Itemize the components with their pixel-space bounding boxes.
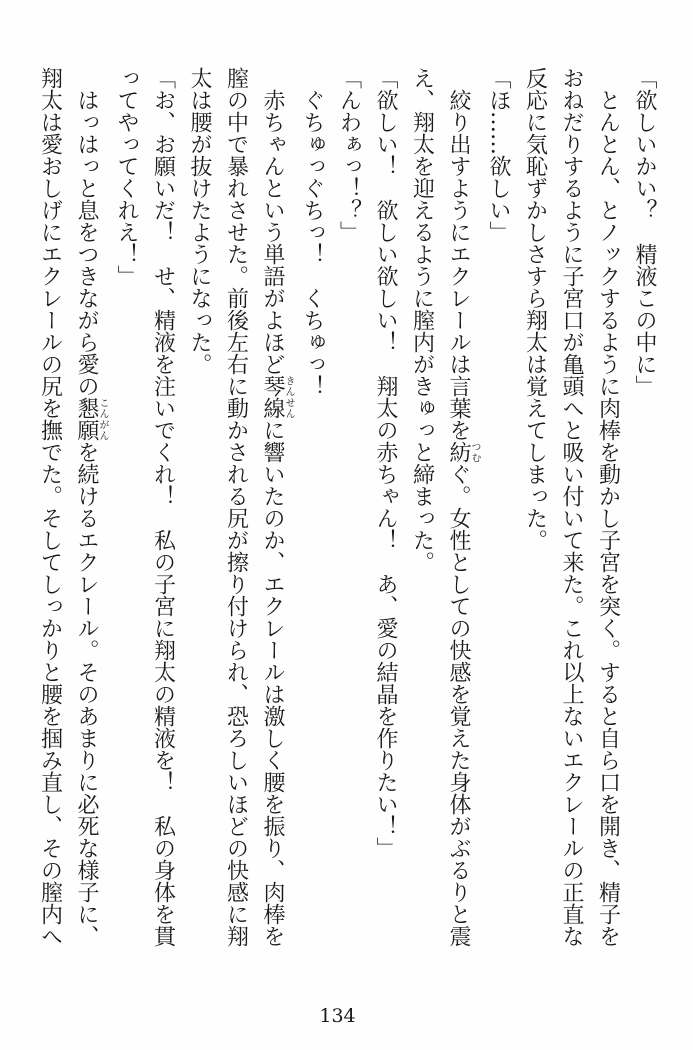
narration-1: とんとん、とノックするように肉棒を動かし子宮を突く。すると自ら口を開き、精子をおねだりするように子宮口が亀頭へと吸い付いて来た。これ以上ないエクレールの正直な反応に気恥ずかしさすら翔太は覚えてしまった。 — [522, 67, 621, 947]
narration-3: 赤ちゃんという単語がよほど琴線きんせんに響いたのか、エクレールは激しく腰を振り、肉棒を膣の中で暴れさせた。前後左右に動かされる尻が擦り付けられ、恐ろしいほどの快感に翔太は腰が抜けたようになった。 — [187, 67, 294, 947]
dialogue-line-3: 「欲しい！ 欲しい欲しい！ 翔太の赤ちゃん！ あ、愛の結晶を作りたい！」 — [373, 67, 398, 859]
furigana-annotated-word: 懇願こんがん — [74, 397, 108, 441]
narration-2: 絞り出すようにエクレールは言葉を紡つむぐ。女性としての快感を覚えた身体がぶるりと震え、翔太を迎えるように膣内がきゅっと締まった。 — [409, 67, 480, 947]
narration-4: はっはっと息をつきながら愛の懇願こんがんを続けるエクレール。そのあまりに必死な様子に、翔太は愛おしげにエクレールの尻を撫でた。そしてしっかりと腰を掴み直し、その膣内へ — [37, 67, 108, 947]
dialogue-line-1: 「欲しいかい？ 精液この中に」 — [632, 67, 657, 397]
page-number: 134 — [319, 1005, 356, 1027]
furigana-annotated-word: 琴線きんせん — [260, 375, 294, 419]
dialogue-line-2: 「ほ……欲しい」 — [486, 67, 511, 243]
furigana-annotated-word: 紡つむ — [446, 441, 480, 463]
sfx-line: ぐちゅっぐちっ！ くちゅっ！ — [300, 89, 325, 397]
text-area — [31, 0, 693, 949]
dialogue-line-4: 「んわぁっ！？」 — [336, 67, 362, 243]
dialogue-line-5: 「お、お願いだ！ せ、精液を注いでくれ！ 私の子宮に翔太の精液を！ 私の身体を貫ってやってくれえ！」 — [114, 67, 176, 947]
